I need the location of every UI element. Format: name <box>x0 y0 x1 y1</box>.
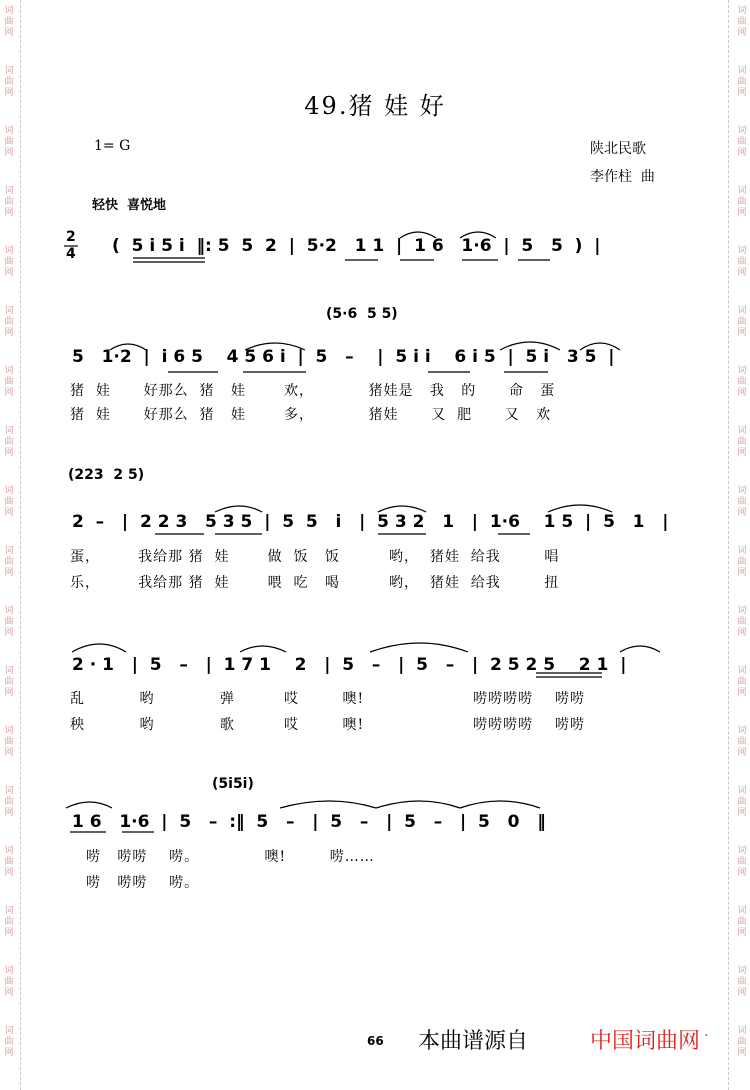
site-name-link[interactable]: 中国词曲网 <box>590 1029 701 1054</box>
lyrics-5-verse-1: 唠 唠唠 唠。 噢! 唠…… <box>86 849 375 865</box>
notation-system-4: 2 · 1 | 5 – | 1 7 1 2 | 5 – | 5 – | 2 5 2 5 2 1 | <box>72 655 627 675</box>
slur-mark <box>72 644 126 652</box>
watermark-label: 词 曲 网 <box>4 186 14 218</box>
watermark-label: 词 曲 网 <box>737 966 747 998</box>
slur-mark <box>370 643 468 652</box>
lyrics-4-verse-1: 乱 哟 弹 哎 噢! 唠唠唠唠 唠唠 <box>70 691 585 707</box>
slur-mark <box>240 646 286 652</box>
lyrics-4-verse-2: 秧 哟 歌 哎 噢! 唠唠唠唠 唠唠 <box>70 717 585 733</box>
watermark-label: 词 曲 网 <box>737 726 747 758</box>
arranger-credit: 李作柱 曲 <box>590 169 655 185</box>
time-signature-bottom: 4 <box>66 246 76 262</box>
lyrics-2-verse-1: 猪 娃 好那么 猪 娃 欢， 猪娃是 我 的 命 蛋 <box>70 383 556 399</box>
watermark-label: 词 曲 网 <box>737 546 747 578</box>
watermark-label: 词 曲 网 <box>4 1026 14 1058</box>
watermark-label: 词 曲 网 <box>4 966 14 998</box>
lyrics-2-verse-2: 猪 娃 好那么 猪 娃 多， 猪娃 又 肥 又 欢 <box>70 407 552 423</box>
key-signature: 1= G <box>94 138 131 154</box>
watermark-label: 词 曲 网 <box>4 366 14 398</box>
slur-mark <box>620 646 660 652</box>
watermark-label: 词 曲 网 <box>4 246 14 278</box>
watermark-label: 词 曲 网 <box>737 786 747 818</box>
watermark-label: 词 曲 网 <box>737 906 747 938</box>
watermark-label: 词 曲 网 <box>737 126 747 158</box>
page-number: 66 <box>367 1034 384 1048</box>
watermark-label: 词 曲 网 <box>737 66 747 98</box>
site-name-dot: . <box>704 1024 709 1040</box>
watermark-label: 词 曲 网 <box>737 246 747 278</box>
tempo-marking: 轻快 喜悦地 <box>92 198 167 213</box>
watermark-label: 词 曲 网 <box>737 306 747 338</box>
lyrics-5-verse-2: 唠 唠唠 唠。 <box>86 875 200 891</box>
watermark-label: 词 曲 网 <box>737 846 747 878</box>
notation-system-3: 2 – | 2 2 3 5 3 5 | 5 5 i | 5 3 2 1 | 1·6 1 5 | 5 1 | <box>72 512 669 532</box>
slur-mark <box>280 801 376 808</box>
slur-mark <box>548 505 612 512</box>
watermark-label: 词 曲 网 <box>4 606 14 638</box>
watermark-label: 词 曲 网 <box>4 666 14 698</box>
watermark-label: 词 曲 网 <box>737 606 747 638</box>
watermark-label: 词 曲 网 <box>4 906 14 938</box>
notation-system-5: 1 6 1·6 | 5 – :‖ 5 – | 5 – | 5 – | 5 0 ‖ <box>72 812 546 832</box>
alternate-notes-5: (5i5i) <box>212 776 254 792</box>
lyrics-3-verse-1: 蛋， 我给那 猪 娃 做 饭 饭 哟， 猪娃 给我 唱 <box>70 549 560 565</box>
watermark-label: 词 曲 网 <box>4 486 14 518</box>
watermark-label: 词 曲 网 <box>4 6 14 38</box>
watermark-label: 词 曲 网 <box>4 786 14 818</box>
song-title: 49.猪 娃 好 <box>304 92 446 120</box>
watermark-label: 词 曲 网 <box>4 66 14 98</box>
slur-mark <box>460 801 540 808</box>
time-signature-top: 2 <box>66 229 76 245</box>
origin-credit: 陕北民歌 <box>590 141 646 157</box>
watermark-label: 词 曲 网 <box>737 486 747 518</box>
watermark-label: 词 曲 网 <box>4 546 14 578</box>
watermark-label: 词 曲 网 <box>4 846 14 878</box>
notation-system-2: 5 1·2 | i 6 5 4 5 6 i | 5 – | 5 i i 6 i 5 | 5 i 3 5 | <box>72 347 615 367</box>
alternate-notes-3: (223 2 5) <box>68 467 145 483</box>
notation-system-1: ( 5 i 5 i ‖: 5 5 2 | 5·2 1 1 | 1 6 1·6 | 5 5 ) | <box>112 236 601 256</box>
watermark-label: 词 曲 网 <box>737 426 747 458</box>
watermark-label: 词 曲 网 <box>4 726 14 758</box>
watermark-label: 词 曲 网 <box>737 666 747 698</box>
lyrics-3-verse-2: 乐， 我给那 猪 娃 喂 吃 喝 哟， 猪娃 给我 扭 <box>70 575 560 591</box>
watermark-label: 词 曲 网 <box>4 426 14 458</box>
source-text: 本曲谱源自 <box>418 1029 529 1054</box>
watermark-label: 词 曲 网 <box>737 186 747 218</box>
alternate-notes-2: (5·6 5 5) <box>326 306 398 322</box>
watermark-label: 词 曲 网 <box>737 6 747 38</box>
watermark-label: 词 曲 网 <box>737 1026 747 1058</box>
watermark-label: 词 曲 网 <box>4 126 14 158</box>
watermark-label: 词 曲 网 <box>4 306 14 338</box>
slur-mark <box>376 801 460 808</box>
slur-mark <box>66 802 112 808</box>
watermark-label: 词 曲 网 <box>737 366 747 398</box>
